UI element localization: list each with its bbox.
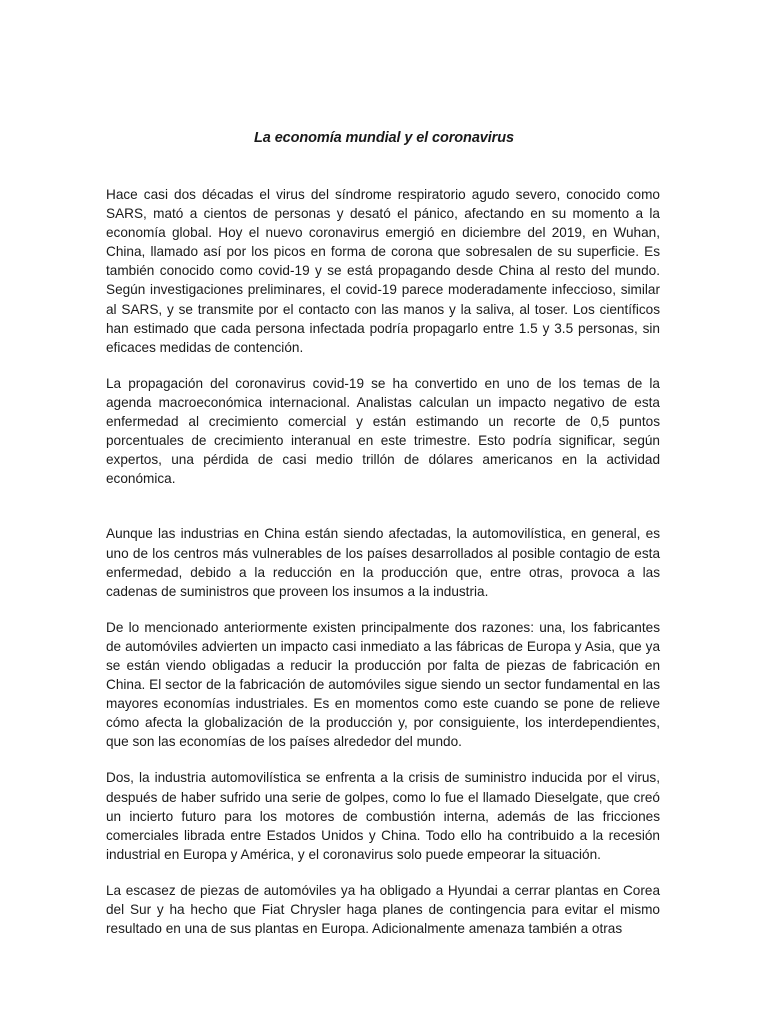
paragraph-macroeconomic-agenda: La propagación del coronavirus covid-19 se ha convertido en uno de los temas de la agenda macroeconómica internacional. Analistas calculan un impacto negativo de esta enfermedad al crecimiento comercial y están estimando un recorte de 0,5 puntos porcentuales de crecimiento interanual en este trimestre. Esto podría significar, según expertos, una pérdida de casi medio trillón de dólares americanos en la actividad económica.: [106, 375, 660, 487]
paragraph-second-reason: Dos, la industria automovilística se enfrenta a la crisis de suministro inducida por el virus, después de haber sufrido una serie de golpes, como lo fue el llamado Dieselgate, que creó un incierto futuro para los motores de combustión interna, además de las fricciones comerciales librada entre Estados Unidos y China. Todo ello ha contribuido a la recesión industrial en Europa y América, y el coronavirus solo puede empeorar la situación.: [106, 770, 660, 862]
paragraph-sars-background: Hace casi dos décadas el virus del síndrome respiratorio agudo severo, conocido como SARS, mató a cientos de personas y desató el pánico, afectando en su momento a la economía global. Hoy el nuevo coronavirus emergió en diciembre del 2019, en Wuhan, China, llamado así por los picos en forma de corona que sobresalen de su superficie. Es también conocido como covid-19 y se está propagando desde China al resto del mundo. Según investigaciones preliminares, el covid-19 parece moderadamente infeccioso, similar al SARS, y se transmite por el contacto con las manos y la saliva, al toser. Los científicos han estimado que cada persona infectada podría propagarlo entre 1.5 y 3.5 personas, sin eficaces medidas de contención.: [106, 187, 660, 355]
paragraph-first-reason: De lo mencionado anteriormente existen principalmente dos razones: una, los fabricantes de automóviles advierten un impacto casi inmediato a las fábricas de Europa y Asia, que ya se están viendo obligadas a reducir la producción por falta de piezas de fabricación en China. El sector de la fabricación de automóviles sigue siendo un sector fundamental en las mayores economías industriales. Es en momentos como este cuando se pone de relieve cómo afecta la globalización de la producción y, por consiguiente, los interdependientes, que son las economías de los países alrededor del mundo.: [106, 619, 660, 750]
document-title: La economía mundial y el coronavirus: [254, 130, 514, 146]
paragraph-automotive-vulnerability: Aunque las industrias en China están siendo afectadas, la automovilística, en general, es uno de los centros más vulnerables de los países desarrollados al posible contagio de esta enfermedad, debido a la reducción en la producción que, entre otras, provoca a las cadenas de suministros que proveen los insumos a la industria.: [106, 526, 660, 599]
paragraph-parts-shortage: La escasez de piezas de automóviles ya ha obligado a Hyundai a cerrar plantas en Corea del Sur y ha hecho que Fiat Chrysler haga planes de contingencia para evitar el mismo resultado en una de sus plantas en Europa. Adicionalmente amenaza también a otras: [106, 882, 660, 937]
document-body: [106, 185, 660, 938]
